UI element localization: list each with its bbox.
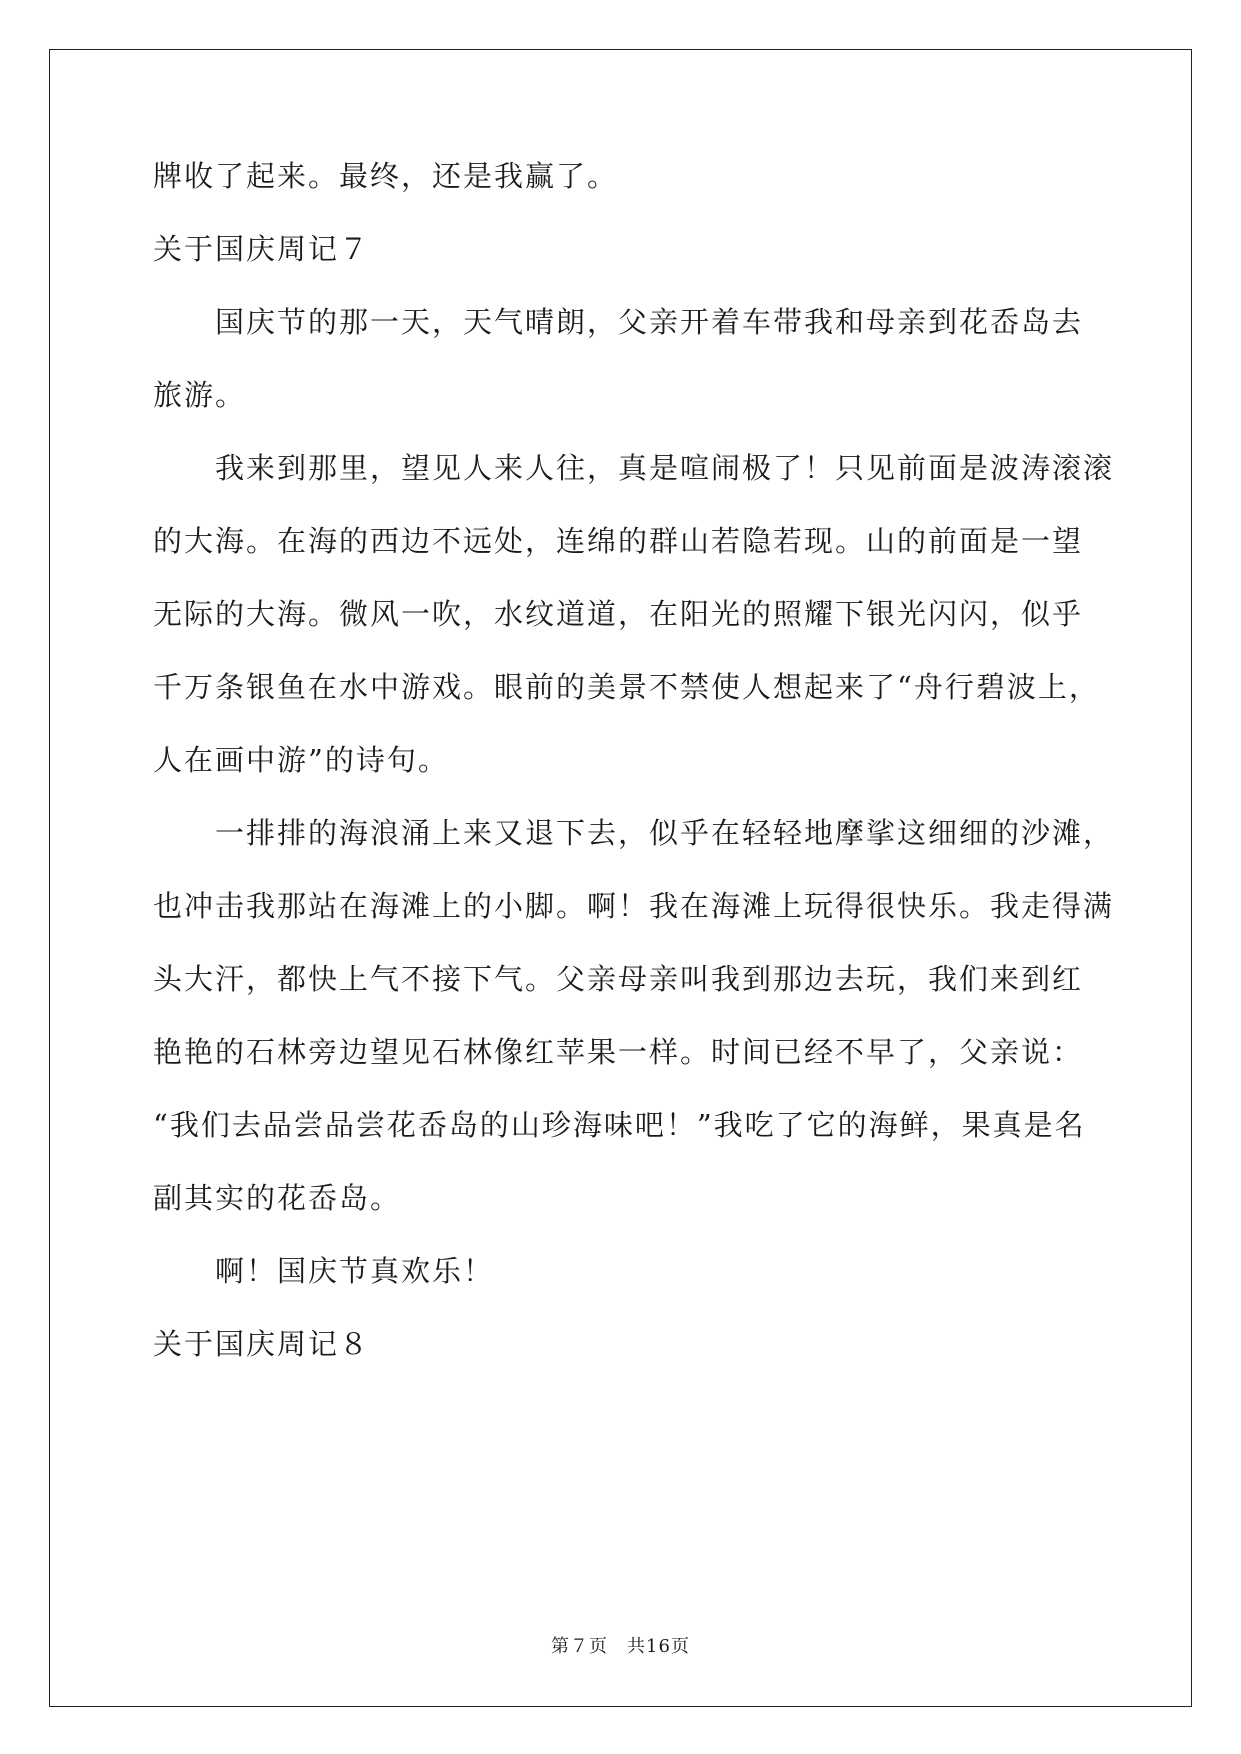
page-border	[49, 49, 1192, 1707]
text-line: 副其实的花岙岛。	[153, 1181, 402, 1215]
text-line: 旅游。	[153, 378, 247, 412]
text-line: “我们去品尝品尝花岙岛的山珍海味吧！”我吃了它的海鲜，果真是名	[153, 1108, 1086, 1142]
text-line: 国庆节的那一天，天气晴朗，父亲开着车带我和母亲到花岙岛去	[153, 305, 1084, 339]
text-line: 啊！国庆节真欢乐！	[153, 1254, 495, 1288]
text-line: 的大海。在海的西边不远处，连绵的群山若隐若现。山的前面是一望	[153, 524, 1084, 558]
text-line: 我来到那里，望见人来人往，真是喧闹极了！只见前面是波涛滚滚	[153, 451, 1115, 485]
text-line: 也冲击我那站在海滩上的小脚。啊！我在海滩上玩得很快乐。我走得满	[153, 889, 1115, 923]
text-line: 一排排的海浪涌上来又退下去，似乎在轻轻地摩挲这细细的沙滩，	[153, 816, 1115, 850]
text-line: 头大汗，都快上气不接下气。父亲母亲叫我到那边去玩，我们来到红	[153, 962, 1084, 996]
text-line: 千万条银鱼在水中游戏。眼前的美景不禁使人想起来了“舟行碧波上，	[153, 670, 1100, 704]
page-number-footer: 第７页 共16页	[551, 1636, 690, 1657]
text-line: 艳艳的石林旁边望见石林像红苹果一样。时间已经不早了，父亲说：	[153, 1035, 1084, 1069]
text-line: 牌收了起来。最终，还是我赢了。	[153, 159, 619, 193]
section-heading: 关于国庆周记８	[153, 1327, 371, 1361]
text-line: 无际的大海。微风一吹，水纹道道，在阳光的照耀下银光闪闪，似乎	[153, 597, 1084, 631]
section-heading: 关于国庆周记７	[153, 232, 371, 266]
text-line: 人在画中游”的诗句。	[153, 743, 449, 777]
